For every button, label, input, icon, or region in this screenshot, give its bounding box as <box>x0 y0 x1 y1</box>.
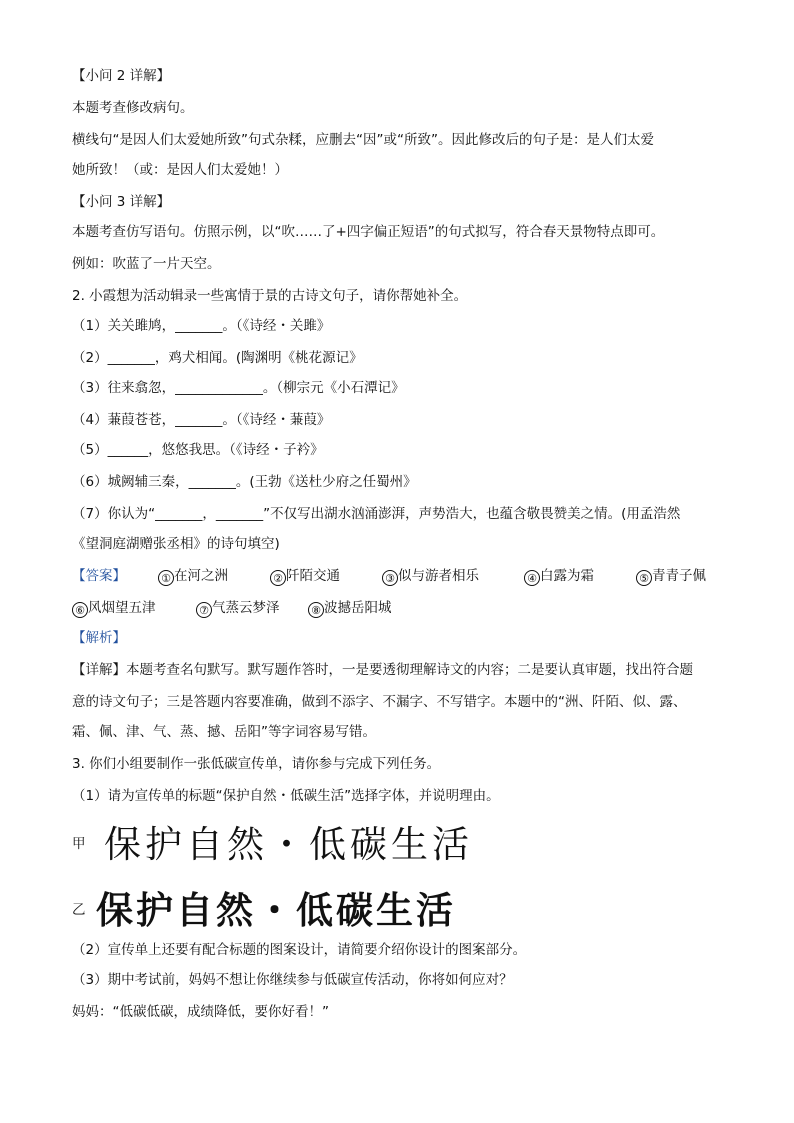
answer-text: 气蒸云梦泽 <box>212 600 280 616</box>
answer-number: ⑧ <box>308 602 324 618</box>
problem-2-item: （3）往来翕忽，_____________。（柳宗元《小石潭记》 <box>72 380 405 396</box>
answer-number: ④ <box>524 570 540 586</box>
answer-item <box>636 566 706 586</box>
answer-item <box>524 566 594 586</box>
answer-number: ⑥ <box>72 602 88 618</box>
q3-line-2: 例如：吹蓝了一片天空。 <box>72 256 221 272</box>
answer-number: ③ <box>382 570 398 586</box>
problem-3-item-2: （2）宣传单上还要有配合标题的图案设计，请简要介绍你设计的图案部分。 <box>72 942 527 958</box>
answer-label: 【答案】 <box>72 568 126 584</box>
answer-text: 在河之洲 <box>174 568 228 584</box>
answer-item <box>382 566 479 586</box>
detail-line-1: 【详解】本题考查名句默写。默写题作答时，一是要透彻理解诗文的内容；二是要认真审题，找出符合题 <box>72 662 693 678</box>
q3-line-1: 本题考查仿写语句。仿照示例，以“吹……了+四字偏正短语”的句式拟写，符合春天景物特点即可。 <box>72 224 665 240</box>
q2-line-2: 横线句“是因人们太爱她所致”句式杂糅，应删去“因”或“所致”。因此修改后的句子是：是人们太爱 <box>72 132 654 148</box>
answer-number: ② <box>270 570 286 586</box>
font-option-yi-label: 乙 <box>72 902 86 918</box>
problem-2-item: （4）蒹葭苍苍，_______。（《诗经・蒹葭》 <box>72 412 331 428</box>
answer-number: ⑦ <box>196 602 212 618</box>
font-option-jia-sample: 保护自然・低碳生活 <box>104 823 473 866</box>
answer-text: 阡陌交通 <box>286 568 340 584</box>
problem-2-item: （2）_______，鸡犬相闻。(陶渊明《桃花源记》 <box>72 350 363 366</box>
q2-header: 【小问 2 详解】 <box>72 68 171 84</box>
problem-2-item: 《望洞庭湖赠张丞相》的诗句填空) <box>72 536 280 552</box>
q2-line-3: 她所致！（或：是因人们太爱她！） <box>72 162 288 178</box>
font-option-jia-label: 甲 <box>72 836 86 852</box>
answer-item <box>270 566 340 586</box>
answer-text: 风烟望五津 <box>88 600 156 616</box>
font-option-yi-sample: 保护自然・低碳生活 <box>96 888 456 932</box>
answer-number: ① <box>158 570 174 586</box>
problem-2-item: （7）你认为“_______，_______”不仅写出湖水汹涌澎湃，声势浩大，也蕴含敬畏赞美之情。(用孟浩然 <box>72 506 681 522</box>
answer-item <box>308 598 392 618</box>
mom-quote: 妈妈：“低碳低碳，成绩降低，要你好看！” <box>72 1004 329 1020</box>
problem-3-title: 3. 你们小组要制作一张低碳宣传单，请你参与完成下列任务。 <box>72 756 441 772</box>
answer-item <box>72 598 156 618</box>
analysis-label: 【解析】 <box>72 630 126 646</box>
q2-line-1: 本题考查修改病句。 <box>72 100 194 116</box>
q3-header: 【小问 3 详解】 <box>72 194 171 210</box>
answer-text: 白露为霜 <box>540 568 594 584</box>
problem-2-title: 2. 小霞想为活动辑录一些寓情于景的古诗文句子，请你帮她补全。 <box>72 288 468 304</box>
problem-3-item-3: （3）期中考试前，妈妈不想让你继续参与低碳宣传活动，你将如何应对？ <box>72 972 513 988</box>
answer-text: 波撼岳阳城 <box>324 600 392 616</box>
answer-item <box>196 598 280 618</box>
answer-text: 似与游者相乐 <box>398 568 479 584</box>
detail-line-2: 意的诗文句子；三是答题内容要准确，做到不添字、不漏字、不写错字。本题中的“洲、阡陌、似、露、 <box>72 694 687 710</box>
answer-item <box>158 566 228 586</box>
answer-text: 青青子佩 <box>652 568 706 584</box>
answer-number: ⑤ <box>636 570 652 586</box>
problem-2-item: （5）______，悠悠我思。（《诗经・子衿》 <box>72 442 324 458</box>
problem-2-item: （1）关关雎鸠，_______。（《诗经・关雎》 <box>72 318 331 334</box>
problem-2-item: （6）城阙辅三秦，_______。(王勃《送杜少府之任蜀州》 <box>72 474 417 490</box>
problem-3-item-1: （1）请为宣传单的标题“保护自然・低碳生活”选择字体，并说明理由。 <box>72 788 500 804</box>
detail-line-3: 霜、佩、津、气、蒸、撼、岳阳”等字词容易写错。 <box>72 724 376 740</box>
